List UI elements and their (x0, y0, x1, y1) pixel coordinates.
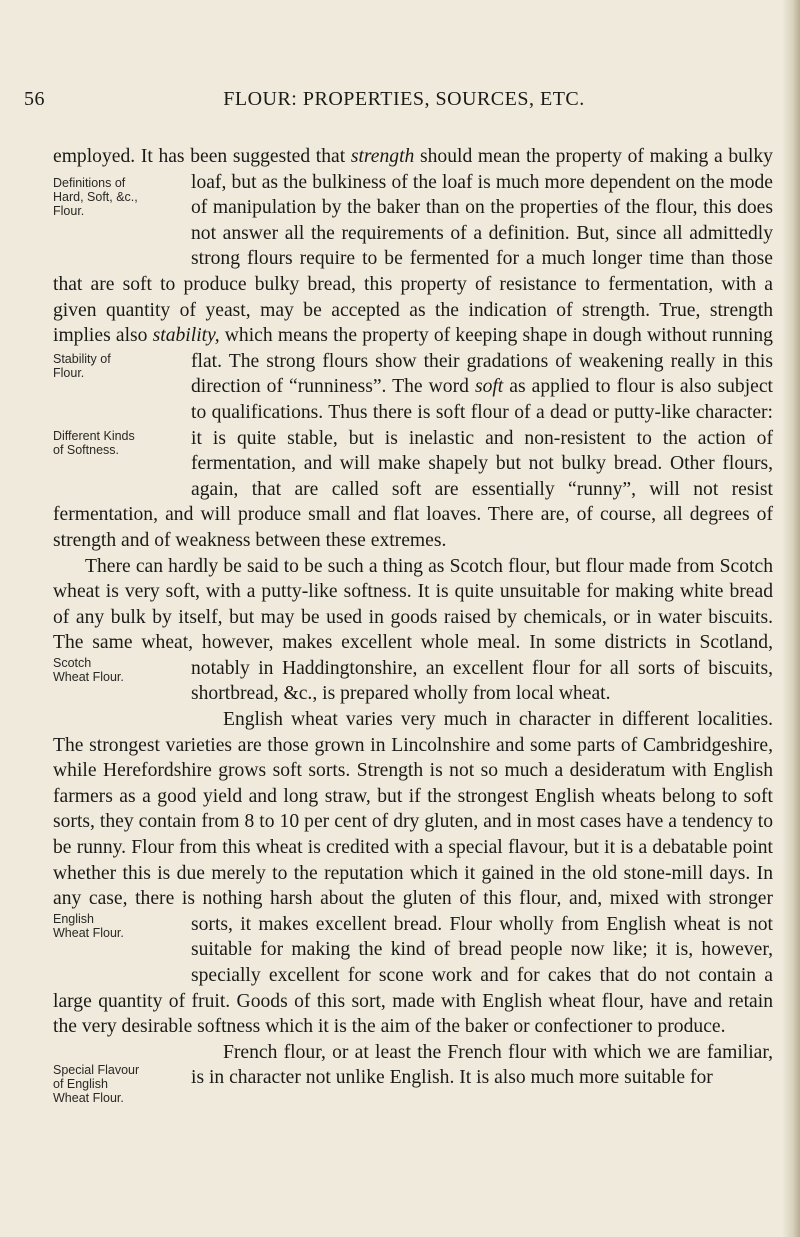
sidenote-stability: Stability of Flour. (53, 352, 191, 380)
paragraph-french: French flour, or at least the French flour with which we are familiar, is in character not unlike English. It is also much more suitable for (191, 1041, 773, 1089)
running-title: FLOUR: PROPERTIES, SOURCES, ETC. (223, 88, 585, 110)
sidenote-definitions: Definitions of Hard, Soft, &c., Flour. (53, 176, 191, 218)
page-number: 56 (24, 88, 45, 110)
sidenote-softness: Different Kinds of Softness. (53, 429, 191, 457)
term-strength: strength (350, 146, 415, 167)
page-edge-shadow (782, 0, 800, 1237)
sidenote-english: English Wheat Flour. (53, 912, 191, 940)
sidenote-flavour: Special Flavour of English Wheat Flour. (53, 1063, 191, 1105)
body-text (53, 144, 773, 1140)
paragraph-definitions: employed. It has been suggested that strength should mean the property of making a bulky loaf, but as the bulkiness of the loaf is much more dependent on the mode of manipulation by the baker than on the properties of the flour, this does not answer all the requirements of a definition. But, since all admittedly strong flours require to be fermented for a much longer time than those that are soft to produce bulky bread, this property of resistance to fermentation, with a given quantity of yeast, may be accepted as the indication of strength. True, strength implies also stability, which means the property of keeping shape in dough without running flat. The strong flours show their gradations of weakening really in this direction of “runniness”. The word soft as applied to flour is also subject to qualifications. Thus there is soft flour of a dead or putty-like character: it is quite stable, but is inelastic and non-resistent to the action of fermentation, and will make shapely but not bulky bread. Other flours, again, that are called soft are essentially “runny”, will not resist fermentation, and will produce small and flat loaves. There are, of course, all degrees of strength and of weakness between these extremes. (53, 146, 773, 551)
paragraph-english: English wheat varies very much in character in different localities. The strongest varieties are those grown in Lincolnshire and some parts of Cambridgeshire, while Herefordshire grows soft sorts. Strength is not so much a desideratum with English farmers as a good yield and long straw, but if the strongest English wheats belong to soft sorts, they contain from 8 to 10 per cent of dry gluten, and in most cases have a tendency to be runny. Flour from this wheat is credited with a special flavour, but it is a debatable point whether this is due merely to the reputation which it gained in the old stone-mill days. In any case, there is nothing harsh about the gluten of this flour, and, mixed with stronger sorts, it makes excellent bread. Flour wholly from English wheat is not suitable for making the kind of bread people now like; it is, however, specially excellent for scone work and for cakes that do not contain a large quantity of fruit. Goods of this sort, made with English wheat flour, have and retain the very desirable softness which it is the aim of the baker or confectioner to produce. (53, 709, 773, 1038)
term-soft: soft (474, 376, 504, 398)
paragraph-scotch: There can hardly be said to be such a thing as Scotch flour, but flour made from Scotch wheat is very soft, with a putty-like softness. It is quite unsuitable for making white bread of any bulk by itself, but may be used in goods raised by chemicals, or in water biscuits. The same wheat, however, makes excellent whole meal. In some districts in Scotland, notably in Haddingtonshire, an excellent flour for all sorts of biscuits, shortbread, &c., is prepared wholly from local wheat. (53, 555, 773, 705)
sidenote-scotch: Scotch Wheat Flour. (53, 656, 191, 684)
term-stability: stability, (152, 325, 220, 347)
